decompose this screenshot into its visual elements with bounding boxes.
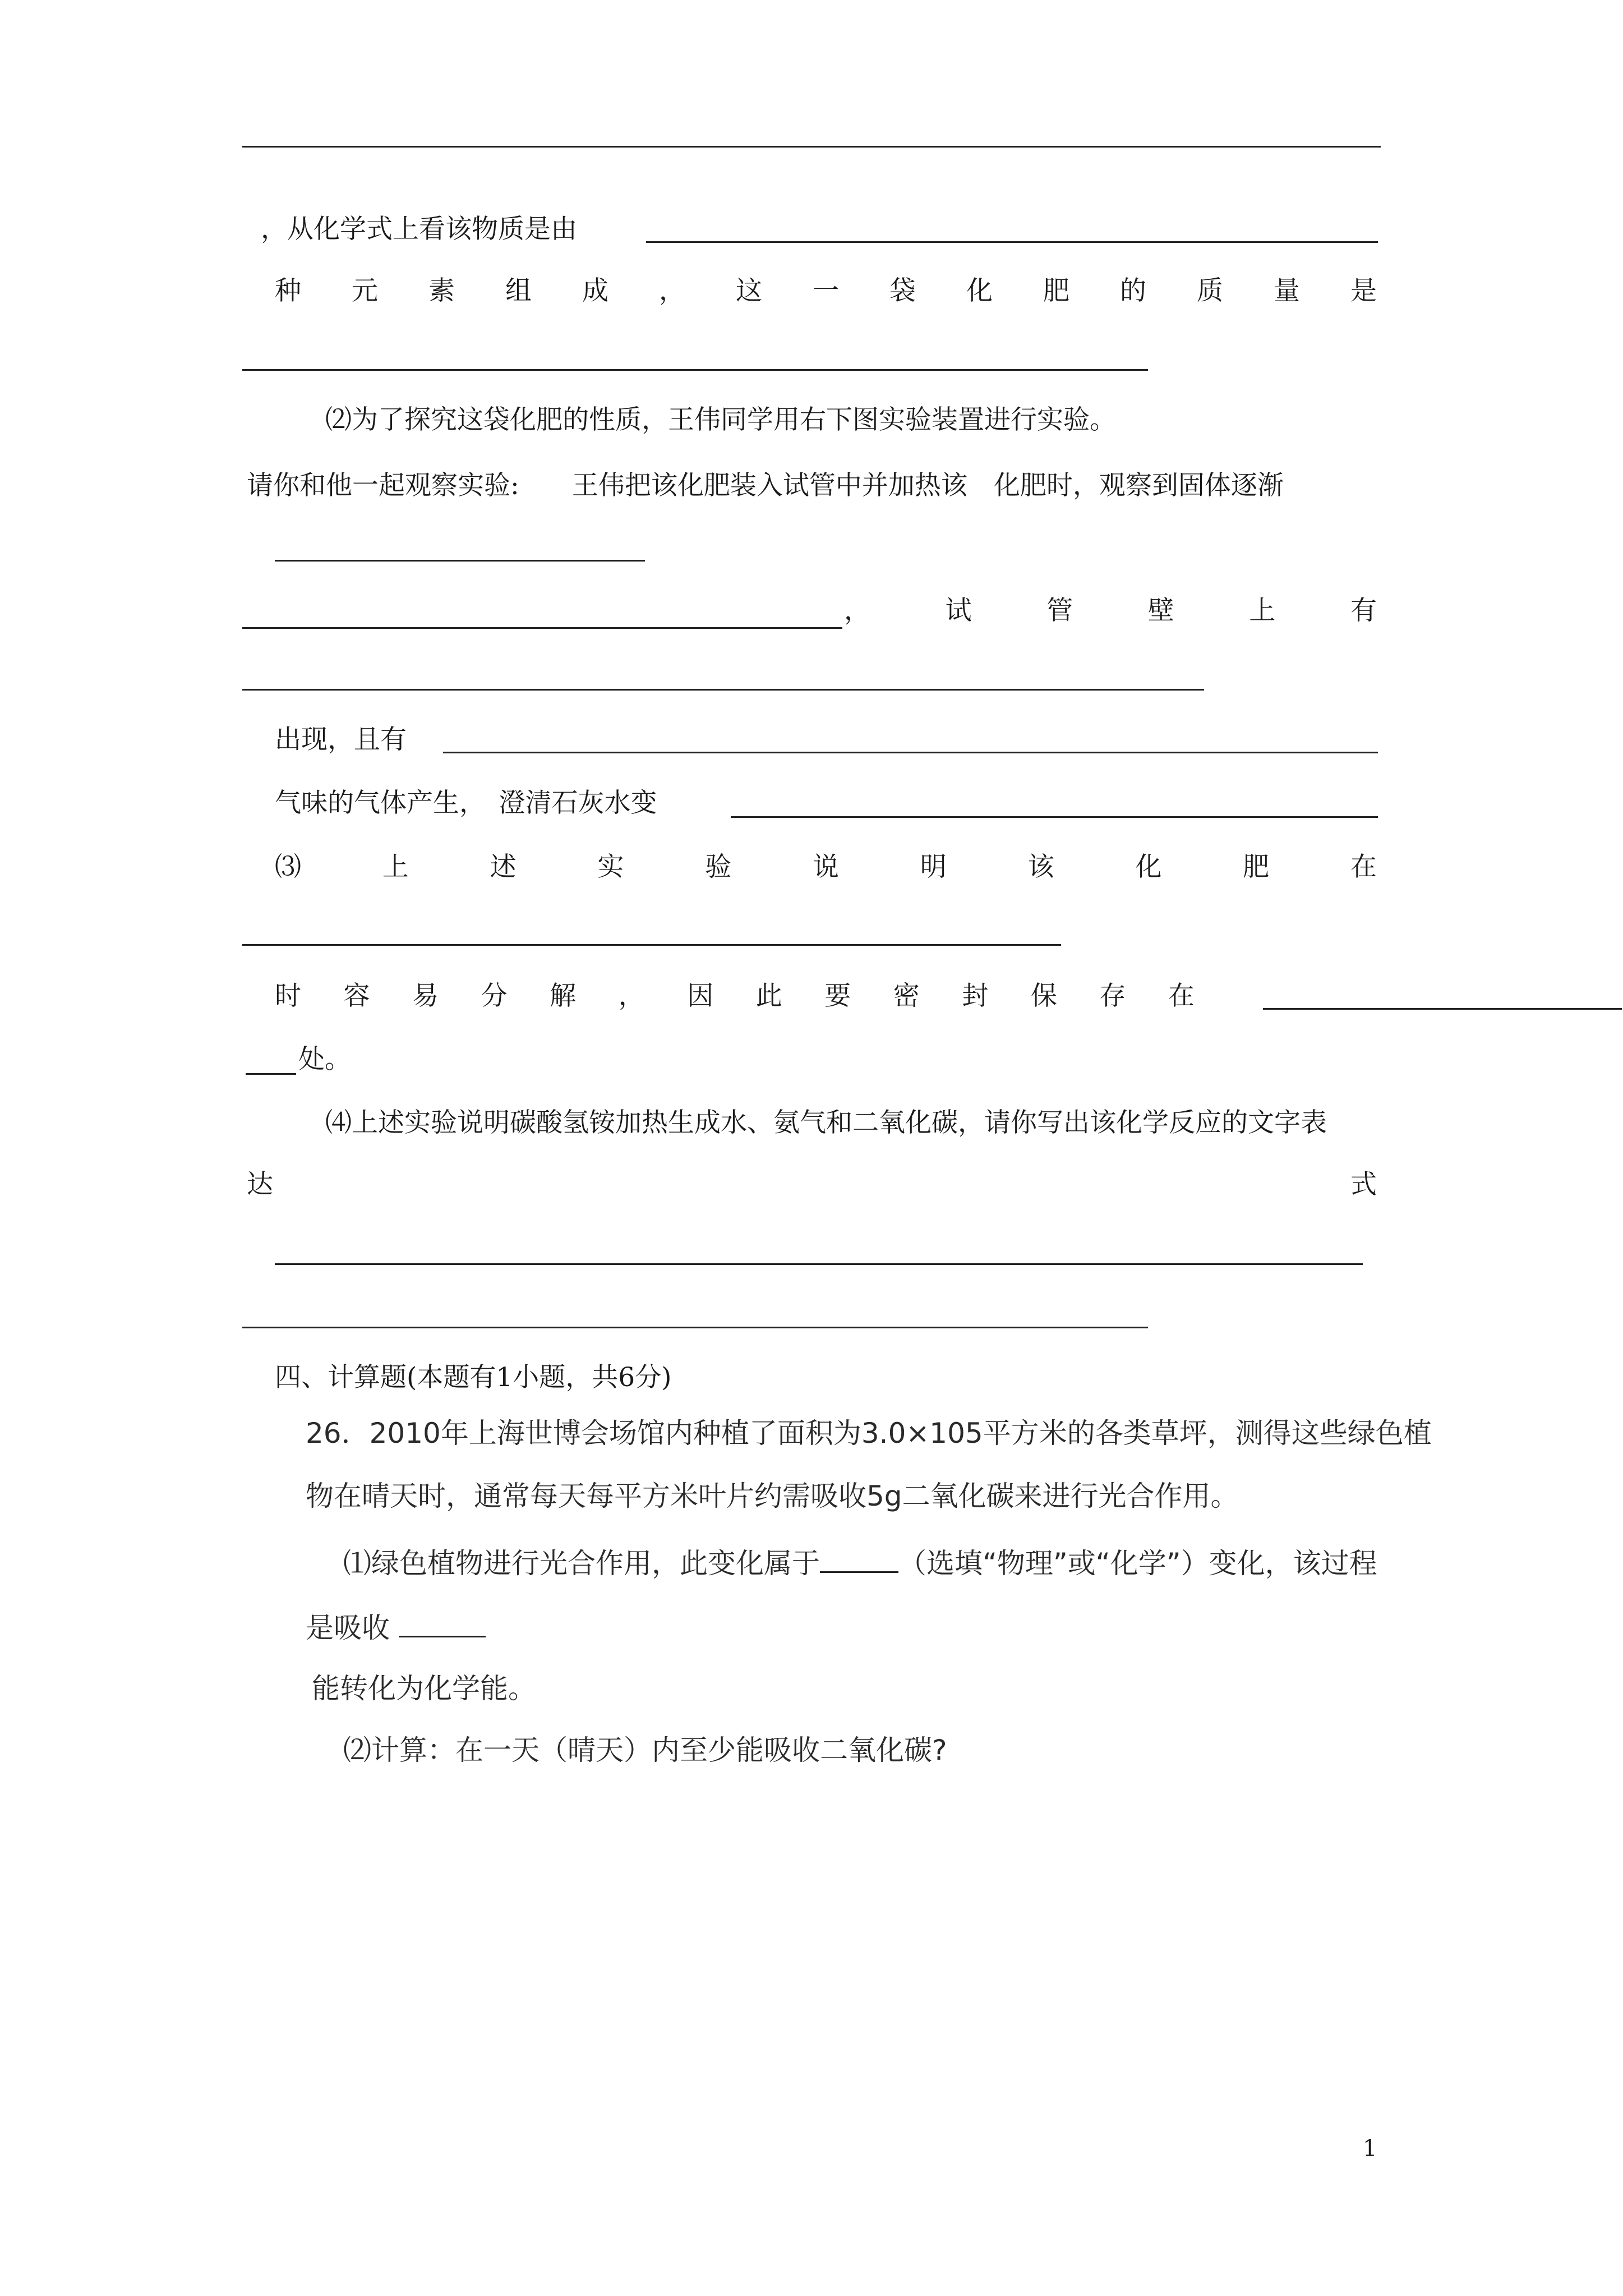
q26-sub2: ⑵计算：在一天（晴天）内至少能吸收二氧化碳?	[343, 1734, 947, 1766]
char: 容	[343, 981, 370, 1011]
q4-right: 式	[1350, 1169, 1377, 1200]
page-number: 1	[1363, 2136, 1377, 2161]
char: 要	[824, 981, 851, 1011]
char: 说	[812, 852, 839, 882]
answer-blank	[275, 560, 645, 562]
char: 量	[1274, 275, 1300, 306]
char: 封	[962, 981, 989, 1011]
answer-blank	[275, 1263, 1363, 1265]
char: 存	[1099, 981, 1126, 1011]
char: 质	[1197, 275, 1223, 306]
char: 成	[582, 275, 608, 306]
char: 实	[597, 852, 624, 882]
char: 易	[412, 981, 439, 1011]
answer-blank	[820, 1547, 898, 1573]
char: 的	[1120, 275, 1146, 306]
answer-blank	[399, 1611, 486, 1637]
char: 在	[1168, 981, 1195, 1011]
q4-left: 达	[247, 1169, 273, 1200]
q26-sub1-c-text: 是吸收	[306, 1612, 390, 1644]
char: 在	[1350, 852, 1377, 882]
char: 一	[813, 275, 839, 306]
char: 保	[1030, 981, 1057, 1011]
char: 上	[382, 852, 409, 882]
char: 分	[481, 981, 508, 1011]
answer-blank	[242, 627, 842, 629]
formula-line: ，从化学式上看该物质是由	[261, 214, 577, 245]
char: 壁	[1147, 595, 1174, 626]
char: ⑶	[275, 852, 301, 882]
q4-text: ⑷上述实验说明碳酸氢铵加热生成水、氨气和二氧化碳，请你写出该化学反应的文字表	[325, 1107, 1327, 1138]
element-count-line	[275, 275, 1377, 306]
answer-blank	[242, 1327, 1148, 1328]
char: 元	[352, 275, 378, 306]
char: 肥	[1043, 275, 1069, 306]
char: 袋	[889, 275, 916, 306]
char: 此	[755, 981, 782, 1011]
char: ，	[844, 595, 870, 626]
char: 化	[1135, 852, 1162, 882]
char: 明	[920, 852, 947, 882]
char: ，	[618, 981, 645, 1011]
char: 有	[1350, 595, 1377, 626]
q26-sub1-d: 能转化为化学能。	[312, 1672, 536, 1705]
q2-appear: 出现，且有	[275, 724, 407, 755]
char: ，	[659, 275, 685, 306]
answer-blank	[242, 369, 1148, 371]
answer-blank	[246, 1073, 296, 1075]
storage-line	[275, 983, 1195, 1009]
q2-observe: 请你和他一起观察实验: 王伟把该化肥装入试管中并加热该 化肥时，观察到固体逐渐	[247, 470, 1284, 501]
char: 因	[687, 981, 714, 1011]
char: 组	[505, 275, 532, 306]
char: 肥	[1243, 852, 1270, 882]
char: 述	[490, 852, 517, 882]
char: 解	[550, 981, 577, 1011]
q3-line	[275, 854, 1377, 880]
char: 试	[945, 595, 972, 626]
tube-wall-line	[844, 597, 1377, 624]
char: 时	[275, 981, 301, 1011]
char: 种	[275, 275, 301, 306]
q26-line2: 物在晴天时，通常每天每平方米叶片约需吸收5g二氧化碳来进行光合作用。	[306, 1480, 1239, 1512]
char: 密	[893, 981, 920, 1011]
char: 是	[1350, 275, 1377, 306]
answer-blank	[242, 944, 1061, 946]
answer-blank	[242, 689, 1204, 691]
section-heading: 四、计算题(本题有1小题，共6分)	[275, 1362, 672, 1393]
q26-line1: 26．2010年上海世博会场馆内种植了面积为3.0×105平方米的各类草坪，测得这些绿色植	[306, 1417, 1432, 1450]
q26-sub1-a: ⑴绿色植物进行光合作用，此变化属于	[343, 1547, 820, 1580]
char: 上	[1249, 595, 1276, 626]
q26-sub1-c	[306, 1611, 486, 1642]
q2-gas: 气味的气体产生， 澄清石灰水变	[275, 788, 657, 818]
answer-blank	[443, 752, 1378, 753]
q2-intro: ⑵为了探究这袋化肥的性质，王伟同学用右下图实验装置进行实验。	[325, 404, 1116, 435]
q26-sub1	[343, 1547, 1377, 1580]
char: 该	[1027, 852, 1054, 882]
answer-blank	[1263, 1008, 1622, 1010]
q3-place: 处。	[298, 1044, 351, 1075]
char: 这	[736, 275, 762, 306]
answer-blank	[646, 241, 1378, 243]
header-rule	[242, 146, 1381, 148]
answer-blank	[731, 816, 1378, 818]
char: 验	[705, 852, 732, 882]
char: 化	[966, 275, 993, 306]
q26-sub1-b: （选填“物理”或“化学”）变化，该过程	[898, 1547, 1377, 1580]
char: 管	[1046, 595, 1073, 626]
char: 素	[428, 275, 455, 306]
